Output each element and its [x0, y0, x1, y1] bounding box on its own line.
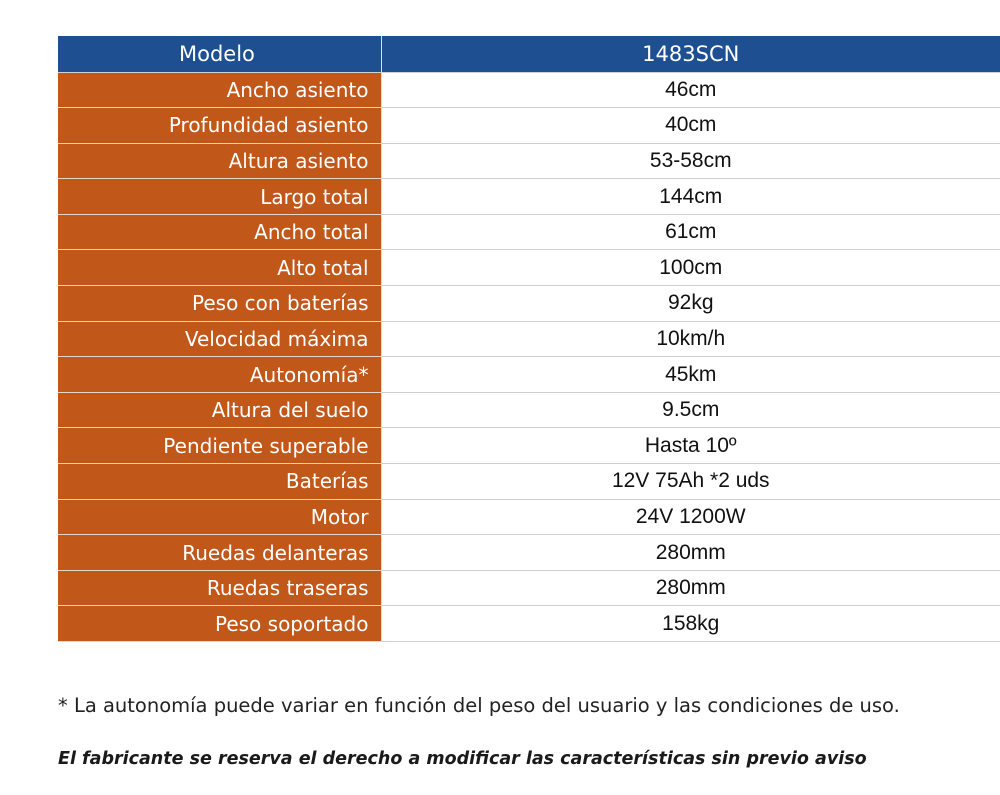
row-value: 40cm	[381, 108, 1000, 144]
spec-table	[58, 36, 1000, 642]
row-value: 53-58cm	[381, 143, 1000, 179]
row-label: Ruedas delanteras	[58, 535, 381, 571]
row-value: 280mm	[381, 570, 1000, 606]
row-label: Baterías	[58, 464, 381, 500]
row-label: Alto total	[58, 250, 381, 286]
table-row	[58, 214, 1000, 250]
table-row	[58, 72, 1000, 108]
table-row	[58, 250, 1000, 286]
table-row	[58, 570, 1000, 606]
table-row	[58, 428, 1000, 464]
row-value: 158kg	[381, 606, 1000, 642]
row-value: 144cm	[381, 179, 1000, 215]
row-value: 92kg	[381, 286, 1000, 322]
row-label: Altura del suelo	[58, 392, 381, 428]
table-row	[58, 535, 1000, 571]
row-label: Peso con baterías	[58, 286, 381, 322]
row-value: 100cm	[381, 250, 1000, 286]
row-label: Ancho asiento	[58, 72, 381, 108]
table-row	[58, 179, 1000, 215]
header-label-cell: Modelo	[58, 36, 381, 72]
row-value: 12V 75Ah *2 uds	[381, 464, 1000, 500]
row-value: Hasta 10º	[381, 428, 1000, 464]
row-value: 10km/h	[381, 321, 1000, 357]
table-row	[58, 606, 1000, 642]
table-row	[58, 464, 1000, 500]
table-row	[58, 392, 1000, 428]
row-label: Altura asiento	[58, 143, 381, 179]
table-header-row	[58, 36, 1000, 72]
row-label: Autonomía*	[58, 357, 381, 393]
table-row	[58, 286, 1000, 322]
row-label: Motor	[58, 499, 381, 535]
table-row	[58, 108, 1000, 144]
row-label: Pendiente superable	[58, 428, 381, 464]
row-label: Profundidad asiento	[58, 108, 381, 144]
row-label: Peso soportado	[58, 606, 381, 642]
row-label: Ancho total	[58, 214, 381, 250]
row-label: Largo total	[58, 179, 381, 215]
table-row	[58, 357, 1000, 393]
row-value: 61cm	[381, 214, 1000, 250]
table-row	[58, 143, 1000, 179]
table-row	[58, 321, 1000, 357]
header-model-cell: 1483SCN	[381, 36, 1000, 72]
table-row	[58, 499, 1000, 535]
manufacturer-disclaimer: El fabricante se reserva el derecho a modificar las características sin previo aviso	[58, 749, 867, 769]
row-value: 9.5cm	[381, 392, 1000, 428]
row-value: 46cm	[381, 72, 1000, 108]
row-value: 24V 1200W	[381, 499, 1000, 535]
row-label: Velocidad máxima	[58, 321, 381, 357]
row-value: 280mm	[381, 535, 1000, 571]
autonomy-footnote: * La autonomía puede variar en función del peso del usuario y las condiciones de uso.	[58, 694, 900, 717]
row-value: 45km	[381, 357, 1000, 393]
row-label: Ruedas traseras	[58, 570, 381, 606]
